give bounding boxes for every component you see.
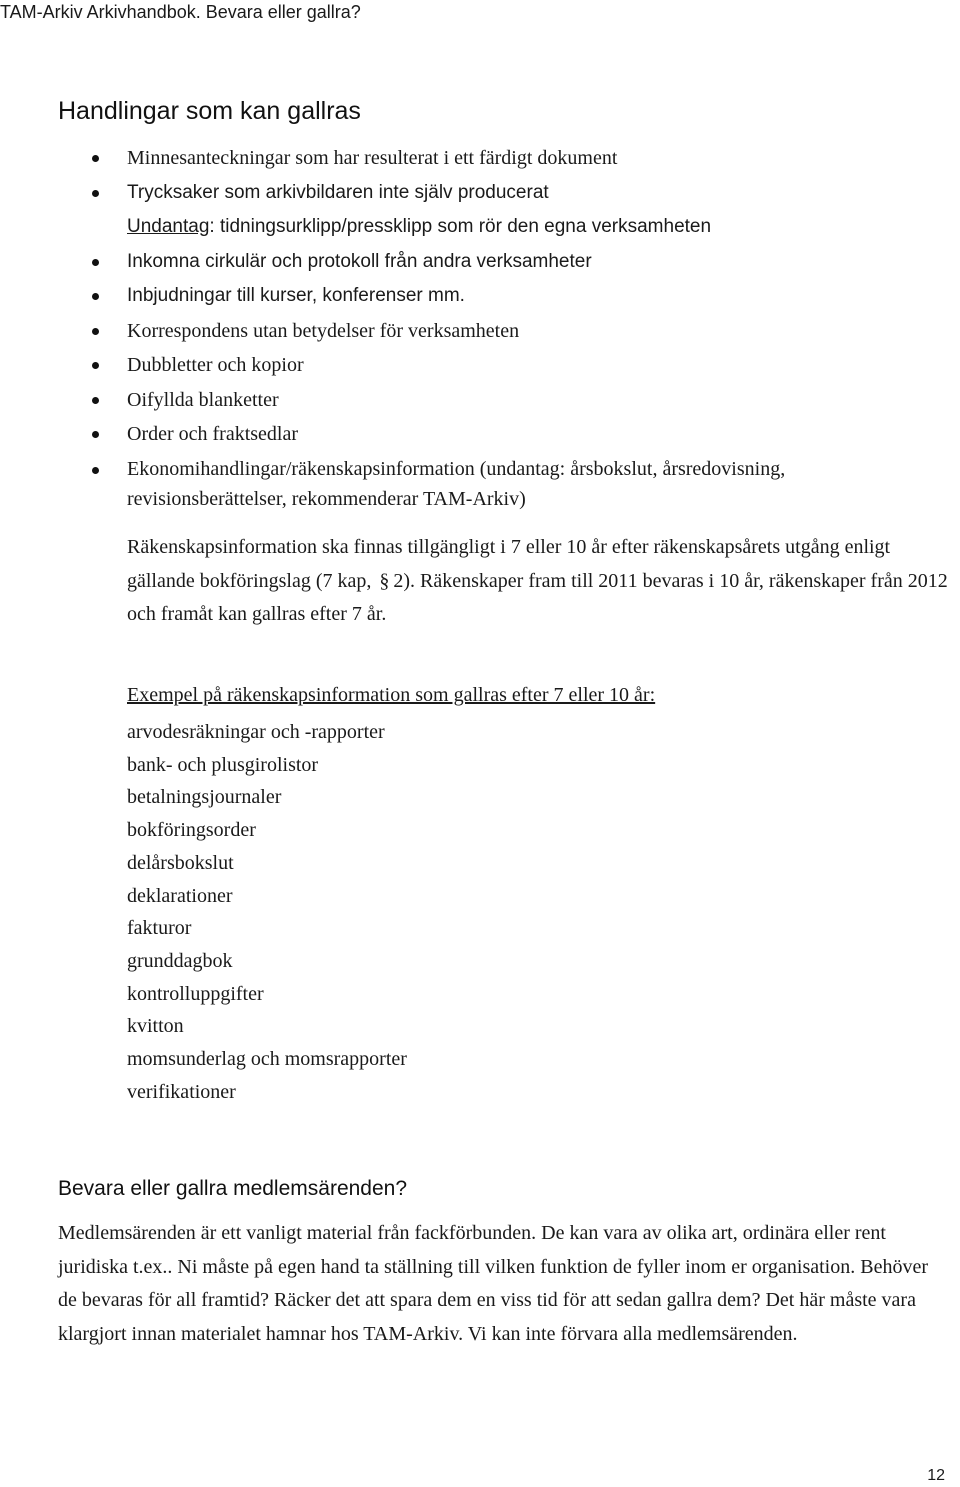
bullet-icon [92, 328, 99, 335]
bullet-icon [92, 259, 99, 266]
list-item: bank- och plusgirolistor [127, 753, 319, 776]
list-item: Ekonomihandlingar/räkenskapsinformation (undantag: årsbokslut, årsredovisning, revisionsberättelser, rekommenderar TAM-Arkiv) [0, 452, 927, 514]
bullet-icon [92, 190, 99, 197]
section-sign: § [379, 569, 390, 592]
list-item: Inkomna cirkulär och protokoll från andra verksamheter [0, 245, 960, 280]
bullet-icon [92, 155, 99, 162]
bullet-icon [92, 397, 99, 404]
rakenskap-paragraph: Räkenskapsinformation ska finnas tillgängligt i 7 eller 10 år efter räkenskapsårets utgång enligt gällande bokföringslag (7 kap, § 2). Räkenskaper fram till 2011 bevaras i 10 år, räkenskaper från 2012 och framåt kan gallras efter 7 år. [127, 536, 948, 625]
list-item: arvodesräkningar och -rapporter [127, 721, 385, 743]
list-item: deklarationer [127, 884, 233, 907]
gallras-bullet-list [0, 141, 960, 514]
bullet-icon [92, 467, 99, 474]
list-item: bokföringsorder [127, 819, 256, 842]
list-item: grunddagbok [127, 949, 233, 972]
list-item: verifikationer [127, 1080, 236, 1103]
page-number: 12 [927, 1467, 945, 1484]
list-item: Oifyllda blanketter [0, 383, 960, 418]
list-item: Inbjudningar till kurser, konferenser mm. [0, 279, 960, 314]
bullet-icon [92, 431, 99, 438]
list-item: kontrolluppgifter [127, 982, 264, 1005]
list-item: Trycksaker som arkivbildaren inte själv producerat [0, 176, 960, 211]
medlemsarenden-paragraph: Medlemsärenden är ett vanligt material från fackförbunden. De kan vara av olika art, ordinära eller rent juridiska t.ex.. Ni måste på egen hand ta ställning till vilken funktion de fyller inom er organisation. Behöver de bevaras för all framtid? Räcker det att spara dem en viss tid för att sedan gallra dem? Det här måste vara klargjort innan materialet hamnar hos TAM-Arkiv. Vi kan inte förvara alla medlemsärenden. [58, 1222, 928, 1345]
section-heading-medlemsarenden: Bevara eller gallra medlemsärenden? [58, 1177, 408, 1200]
list-item: betalningsjournaler [127, 786, 282, 809]
exception-line [0, 210, 960, 245]
list-item: Dubbletter och kopior [0, 348, 960, 383]
list-item: Order och fraktsedlar [0, 417, 960, 452]
examples-list [127, 716, 407, 1108]
list-item: kvitton [127, 1015, 184, 1038]
list-item: momsunderlag och momsrapporter [127, 1048, 407, 1071]
list-item: Minnesanteckningar som har resulterat i ett färdigt dokument [0, 141, 960, 176]
examples-title: Exempel på räkenskapsinformation som gallras efter 7 eller 10 år: [127, 684, 656, 706]
section-heading-gallras: Handlingar som kan gallras [58, 97, 361, 125]
list-item: fakturor [127, 917, 192, 940]
exception-text: : tidningsurklipp/pressklipp som rör den egna verksamheten [209, 216, 712, 237]
bullet-icon [92, 293, 99, 300]
list-item: Korrespondens utan betydelser för verksamheten [0, 314, 960, 349]
exception-label: Undantag [127, 216, 210, 237]
bullet-icon [92, 362, 99, 369]
list-item: delårsbokslut [127, 851, 234, 874]
running-header: TAM-Arkiv Arkivhandbok. Bevara eller gallra? [0, 2, 361, 22]
